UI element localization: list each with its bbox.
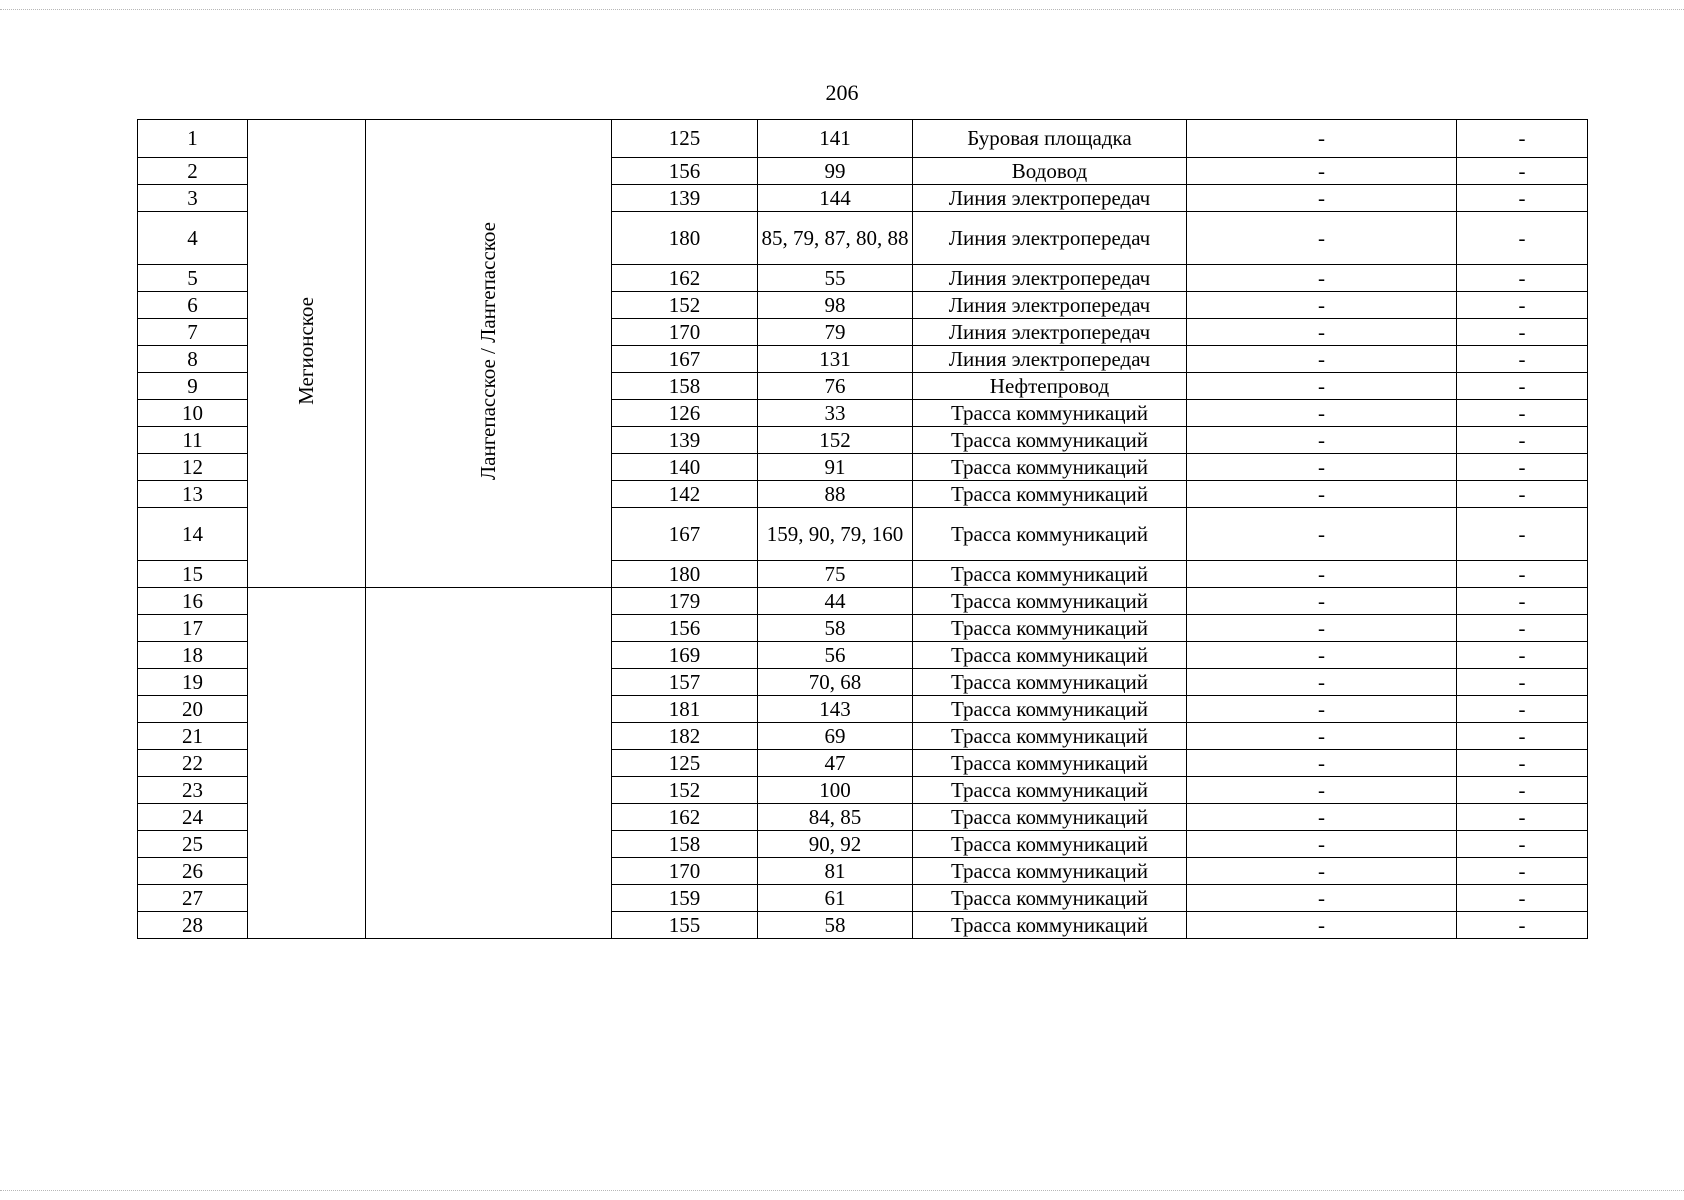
empty-value-cell-1: - xyxy=(1187,508,1457,561)
row-number-cell: 19 xyxy=(138,669,248,696)
empty-value-cell-2: - xyxy=(1457,212,1588,265)
value-b-cell: 85, 79, 87, 80, 88 xyxy=(758,212,913,265)
row-number-cell: 7 xyxy=(138,319,248,346)
empty-value-cell-2: - xyxy=(1457,831,1588,858)
value-a-cell: 170 xyxy=(612,319,758,346)
empty-value-cell-1: - xyxy=(1187,454,1457,481)
empty-value-cell-2: - xyxy=(1457,454,1588,481)
empty-value-cell-1: - xyxy=(1187,292,1457,319)
value-b-cell: 152 xyxy=(758,427,913,454)
value-a-cell: 125 xyxy=(612,750,758,777)
empty-value-cell-1: - xyxy=(1187,588,1457,615)
empty-value-cell-1: - xyxy=(1187,158,1457,185)
empty-value-cell-2: - xyxy=(1457,696,1588,723)
row-number-cell: 15 xyxy=(138,561,248,588)
row-number-cell: 20 xyxy=(138,696,248,723)
object-type-cell: Водовод xyxy=(913,158,1187,185)
object-type-cell: Трасса коммуникаций xyxy=(913,561,1187,588)
empty-value-cell-2: - xyxy=(1457,858,1588,885)
object-type-cell: Буровая площадка xyxy=(913,120,1187,158)
object-type-cell: Трасса коммуникаций xyxy=(913,400,1187,427)
empty-value-cell-2: - xyxy=(1457,669,1588,696)
empty-value-cell-1: - xyxy=(1187,319,1457,346)
object-type-cell: Трасса коммуникаций xyxy=(913,831,1187,858)
value-b-cell: 143 xyxy=(758,696,913,723)
empty-value-cell-2: - xyxy=(1457,885,1588,912)
value-a-cell: 162 xyxy=(612,804,758,831)
value-a-cell: 157 xyxy=(612,669,758,696)
row-number-cell: 22 xyxy=(138,750,248,777)
value-b-cell: 98 xyxy=(758,292,913,319)
value-b-cell: 141 xyxy=(758,120,913,158)
value-a-cell: 139 xyxy=(612,185,758,212)
empty-value-cell-1: - xyxy=(1187,885,1457,912)
empty-value-cell-1: - xyxy=(1187,696,1457,723)
object-type-cell: Линия электропередач xyxy=(913,212,1187,265)
row-number-cell: 13 xyxy=(138,481,248,508)
empty-value-cell-2: - xyxy=(1457,481,1588,508)
empty-value-cell-1: - xyxy=(1187,912,1457,939)
empty-value-cell-2: - xyxy=(1457,588,1588,615)
table-row xyxy=(138,588,1588,615)
empty-value-cell-1: - xyxy=(1187,669,1457,696)
value-b-cell: 81 xyxy=(758,858,913,885)
row-number-cell: 9 xyxy=(138,373,248,400)
value-b-cell: 159, 90, 79, 160 xyxy=(758,508,913,561)
row-number-cell: 14 xyxy=(138,508,248,561)
object-type-cell: Трасса коммуникаций xyxy=(913,669,1187,696)
value-a-cell: 152 xyxy=(612,292,758,319)
empty-value-cell-2: - xyxy=(1457,292,1588,319)
value-b-cell: 75 xyxy=(758,561,913,588)
value-b-cell: 90, 92 xyxy=(758,831,913,858)
empty-value-cell-2: - xyxy=(1457,120,1588,158)
empty-value-cell-1: - xyxy=(1187,481,1457,508)
value-a-cell: 159 xyxy=(612,885,758,912)
empty-value-cell-2: - xyxy=(1457,750,1588,777)
value-a-cell: 155 xyxy=(612,912,758,939)
empty-value-cell-2: - xyxy=(1457,723,1588,750)
row-number-cell: 1 xyxy=(138,120,248,158)
value-b-cell: 88 xyxy=(758,481,913,508)
license-area-name: Лангепасское / Лангепасское xyxy=(476,221,500,481)
empty-value-cell-2: - xyxy=(1457,642,1588,669)
value-b-cell: 47 xyxy=(758,750,913,777)
empty-value-cell-2: - xyxy=(1457,615,1588,642)
row-number-cell: 4 xyxy=(138,212,248,265)
value-a-cell: 156 xyxy=(612,615,758,642)
value-b-cell: 56 xyxy=(758,642,913,669)
license-area-cell xyxy=(366,120,612,588)
object-type-cell: Линия электропередач xyxy=(913,292,1187,319)
empty-value-cell-2: - xyxy=(1457,185,1588,212)
value-b-cell: 91 xyxy=(758,454,913,481)
value-a-cell: 167 xyxy=(612,508,758,561)
row-number-cell: 16 xyxy=(138,588,248,615)
value-a-cell: 179 xyxy=(612,588,758,615)
empty-value-cell-2: - xyxy=(1457,561,1588,588)
object-type-cell: Трасса коммуникаций xyxy=(913,885,1187,912)
value-b-cell: 33 xyxy=(758,400,913,427)
empty-value-cell-1: - xyxy=(1187,346,1457,373)
value-a-cell: 182 xyxy=(612,723,758,750)
deposit-cell xyxy=(248,120,366,588)
value-a-cell: 126 xyxy=(612,400,758,427)
value-a-cell: 158 xyxy=(612,373,758,400)
empty-value-cell-1: - xyxy=(1187,804,1457,831)
value-b-cell: 84, 85 xyxy=(758,804,913,831)
value-b-cell: 55 xyxy=(758,265,913,292)
empty-value-cell-1: - xyxy=(1187,642,1457,669)
value-a-cell: 156 xyxy=(612,158,758,185)
page-number: 206 xyxy=(825,80,859,105)
object-type-cell: Трасса коммуникаций xyxy=(913,750,1187,777)
empty-value-cell-2: - xyxy=(1457,508,1588,561)
object-type-cell: Трасса коммуникаций xyxy=(913,912,1187,939)
empty-value-cell-2: - xyxy=(1457,912,1588,939)
object-type-cell: Трасса коммуникаций xyxy=(913,642,1187,669)
deposit-name: Мегионское xyxy=(294,297,318,405)
object-type-cell: Нефтепровод xyxy=(913,373,1187,400)
value-a-cell: 181 xyxy=(612,696,758,723)
value-b-cell: 100 xyxy=(758,777,913,804)
empty-value-cell-1: - xyxy=(1187,265,1457,292)
value-a-cell: 152 xyxy=(612,777,758,804)
row-number-cell: 23 xyxy=(138,777,248,804)
row-number-cell: 28 xyxy=(138,912,248,939)
registry-body xyxy=(138,120,1588,939)
empty-value-cell-2: - xyxy=(1457,804,1588,831)
object-type-cell: Трасса коммуникаций xyxy=(913,723,1187,750)
value-a-cell: 170 xyxy=(612,858,758,885)
value-b-cell: 79 xyxy=(758,319,913,346)
row-number-cell: 17 xyxy=(138,615,248,642)
row-number-cell: 11 xyxy=(138,427,248,454)
empty-value-cell-2: - xyxy=(1457,158,1588,185)
empty-license-area-cell xyxy=(366,588,612,939)
row-number-cell: 27 xyxy=(138,885,248,912)
row-number-cell: 3 xyxy=(138,185,248,212)
value-a-cell: 139 xyxy=(612,427,758,454)
empty-value-cell-2: - xyxy=(1457,265,1588,292)
value-a-cell: 169 xyxy=(612,642,758,669)
table-row xyxy=(138,120,1588,158)
value-b-cell: 70, 68 xyxy=(758,669,913,696)
object-type-cell: Трасса коммуникаций xyxy=(913,588,1187,615)
empty-value-cell-1: - xyxy=(1187,120,1457,158)
registry-table xyxy=(137,119,1588,939)
empty-value-cell-1: - xyxy=(1187,777,1457,804)
object-type-cell: Трасса коммуникаций xyxy=(913,777,1187,804)
object-type-cell: Линия электропередач xyxy=(913,319,1187,346)
row-number-cell: 5 xyxy=(138,265,248,292)
value-a-cell: 167 xyxy=(612,346,758,373)
value-b-cell: 144 xyxy=(758,185,913,212)
row-number-cell: 6 xyxy=(138,292,248,319)
object-type-cell: Трасса коммуникаций xyxy=(913,427,1187,454)
object-type-cell: Трасса коммуникаций xyxy=(913,858,1187,885)
empty-value-cell-1: - xyxy=(1187,858,1457,885)
value-a-cell: 125 xyxy=(612,120,758,158)
value-a-cell: 142 xyxy=(612,481,758,508)
empty-deposit-cell xyxy=(248,588,366,939)
empty-value-cell-2: - xyxy=(1457,319,1588,346)
value-a-cell: 180 xyxy=(612,212,758,265)
empty-value-cell-1: - xyxy=(1187,427,1457,454)
row-number-cell: 25 xyxy=(138,831,248,858)
object-type-cell: Трасса коммуникаций xyxy=(913,454,1187,481)
empty-value-cell-1: - xyxy=(1187,723,1457,750)
empty-value-cell-1: - xyxy=(1187,212,1457,265)
row-number-cell: 24 xyxy=(138,804,248,831)
value-b-cell: 44 xyxy=(758,588,913,615)
empty-value-cell-2: - xyxy=(1457,777,1588,804)
value-b-cell: 131 xyxy=(758,346,913,373)
empty-value-cell-1: - xyxy=(1187,185,1457,212)
object-type-cell: Трасса коммуникаций xyxy=(913,481,1187,508)
row-number-cell: 26 xyxy=(138,858,248,885)
value-b-cell: 58 xyxy=(758,912,913,939)
value-b-cell: 61 xyxy=(758,885,913,912)
empty-value-cell-2: - xyxy=(1457,427,1588,454)
value-b-cell: 69 xyxy=(758,723,913,750)
empty-value-cell-1: - xyxy=(1187,400,1457,427)
value-a-cell: 140 xyxy=(612,454,758,481)
row-number-cell: 21 xyxy=(138,723,248,750)
empty-value-cell-1: - xyxy=(1187,831,1457,858)
object-type-cell: Трасса коммуникаций xyxy=(913,508,1187,561)
scan-artifact-bottom xyxy=(0,1190,1684,1191)
empty-value-cell-2: - xyxy=(1457,400,1588,427)
empty-value-cell-1: - xyxy=(1187,373,1457,400)
empty-value-cell-2: - xyxy=(1457,346,1588,373)
empty-value-cell-1: - xyxy=(1187,750,1457,777)
object-type-cell: Трасса коммуникаций xyxy=(913,696,1187,723)
value-b-cell: 58 xyxy=(758,615,913,642)
empty-value-cell-1: - xyxy=(1187,615,1457,642)
object-type-cell: Линия электропередач xyxy=(913,346,1187,373)
object-type-cell: Линия электропередач xyxy=(913,265,1187,292)
row-number-cell: 12 xyxy=(138,454,248,481)
value-a-cell: 158 xyxy=(612,831,758,858)
row-number-cell: 18 xyxy=(138,642,248,669)
row-number-cell: 2 xyxy=(138,158,248,185)
empty-value-cell-1: - xyxy=(1187,561,1457,588)
row-number-cell: 10 xyxy=(138,400,248,427)
object-type-cell: Трасса коммуникаций xyxy=(913,615,1187,642)
empty-value-cell-2: - xyxy=(1457,373,1588,400)
value-b-cell: 76 xyxy=(758,373,913,400)
object-type-cell: Трасса коммуникаций xyxy=(913,804,1187,831)
row-number-cell: 8 xyxy=(138,346,248,373)
value-b-cell: 99 xyxy=(758,158,913,185)
scan-artifact-top xyxy=(0,9,1684,10)
value-a-cell: 162 xyxy=(612,265,758,292)
object-type-cell: Линия электропередач xyxy=(913,185,1187,212)
value-a-cell: 180 xyxy=(612,561,758,588)
